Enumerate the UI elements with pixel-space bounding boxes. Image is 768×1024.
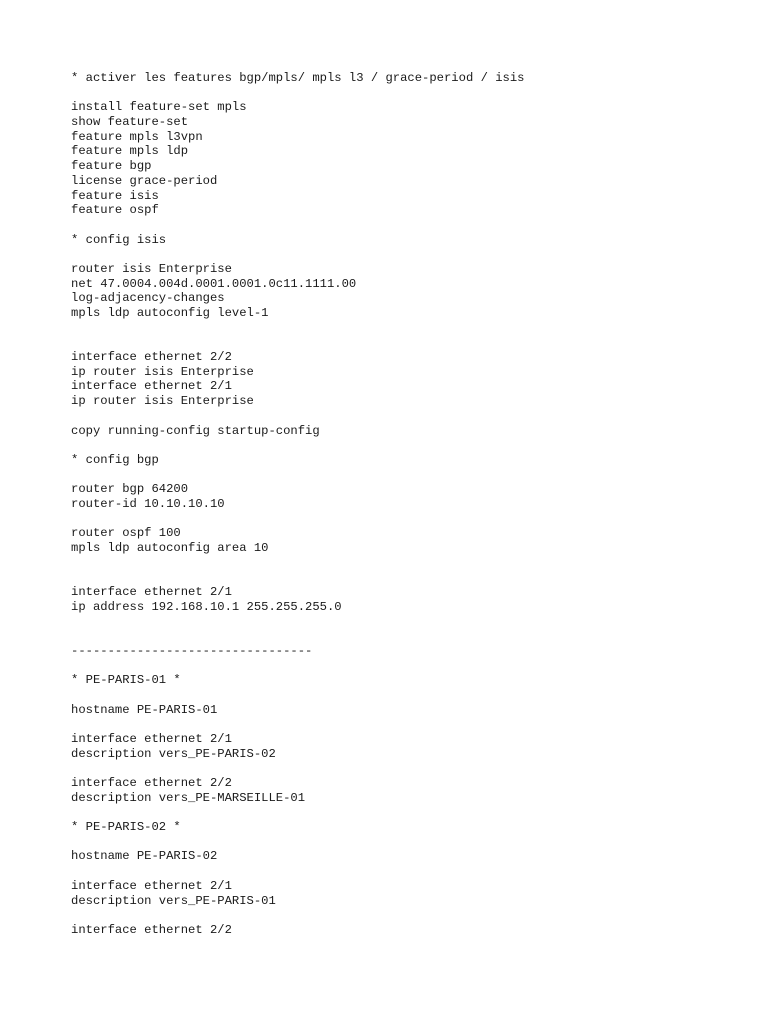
blank-line <box>71 409 751 424</box>
text-line: router bgp 64200 <box>71 482 189 497</box>
blank-line <box>71 556 751 571</box>
text-line: feature mpls ldp <box>71 144 189 159</box>
text-line: * config isis <box>71 232 167 247</box>
text-line: interface ethernet 2/2 <box>71 350 232 365</box>
blank-line <box>71 864 751 879</box>
text-line: log-adjacency-changes <box>71 291 225 306</box>
text-line: feature isis <box>71 188 159 203</box>
text-line: mpls ldp autoconfig level-1 <box>71 306 269 320</box>
document-body <box>71 71 751 938</box>
text-line: feature bgp <box>71 159 152 174</box>
text-line: ip address 192.168.10.1 255.255.255.0 <box>71 599 342 614</box>
text-line: description vers_PE-PARIS-02 <box>71 746 276 761</box>
blank-line <box>71 614 751 629</box>
text-line: * PE-PARIS-02 * <box>71 820 181 835</box>
blank-line <box>71 659 751 674</box>
blank-line <box>71 247 751 262</box>
blank-line <box>71 438 751 453</box>
text-line: * activer les features bgp/mpls/ mpls l3 / grace-period / isis <box>71 71 525 85</box>
text-line: * PE-PARIS-01 * <box>71 673 181 688</box>
text-line: mpls ldp autoconfig area 10 <box>71 541 269 555</box>
text-line: router-id 10.10.10.10 <box>71 496 225 511</box>
blank-line <box>71 512 751 527</box>
blank-line <box>71 761 751 776</box>
text-line: install feature-set mpls <box>71 100 247 115</box>
blank-line <box>71 86 751 101</box>
text-line: ip router isis Enterprise <box>71 364 254 379</box>
blank-line <box>71 468 751 483</box>
text-line: feature mpls l3vpn <box>71 129 203 144</box>
blank-line <box>71 688 751 703</box>
blank-line <box>71 629 751 644</box>
text-line: description vers_PE-PARIS-01 <box>71 893 276 908</box>
text-line: hostname PE-PARIS-02 <box>71 849 218 864</box>
text-line: --------------------------------- <box>71 643 313 658</box>
text-line: interface ethernet 2/2 <box>71 776 232 790</box>
blank-line <box>71 218 751 233</box>
text-line: ip router isis Enterprise <box>71 394 254 409</box>
blank-line <box>71 908 751 923</box>
text-line: description vers_PE-MARSEILLE-01 <box>71 790 306 805</box>
text-line: copy running-config startup-config <box>71 423 320 438</box>
text-line: feature ospf <box>71 203 159 218</box>
text-line: interface ethernet 2/2 <box>71 922 232 937</box>
text-line: interface ethernet 2/1 <box>71 731 232 746</box>
text-line: router isis Enterprise <box>71 261 232 276</box>
text-line: net 47.0004.004d.0001.0001.0c11.1111.00 <box>71 276 357 291</box>
blank-line <box>71 835 751 850</box>
blank-line <box>71 805 751 820</box>
text-line: interface ethernet 2/1 <box>71 585 232 600</box>
text-line: license grace-period <box>71 173 218 188</box>
text-line: * config bgp <box>71 452 159 467</box>
blank-line <box>71 321 751 336</box>
text-line: show feature-set <box>71 115 189 130</box>
text-line: interface ethernet 2/1 <box>71 379 232 394</box>
blank-line <box>71 570 751 585</box>
blank-line <box>71 717 751 732</box>
blank-line <box>71 335 751 350</box>
text-line: interface ethernet 2/1 <box>71 878 232 893</box>
text-line: router ospf 100 <box>71 526 181 541</box>
text-line: hostname PE-PARIS-01 <box>71 702 218 717</box>
